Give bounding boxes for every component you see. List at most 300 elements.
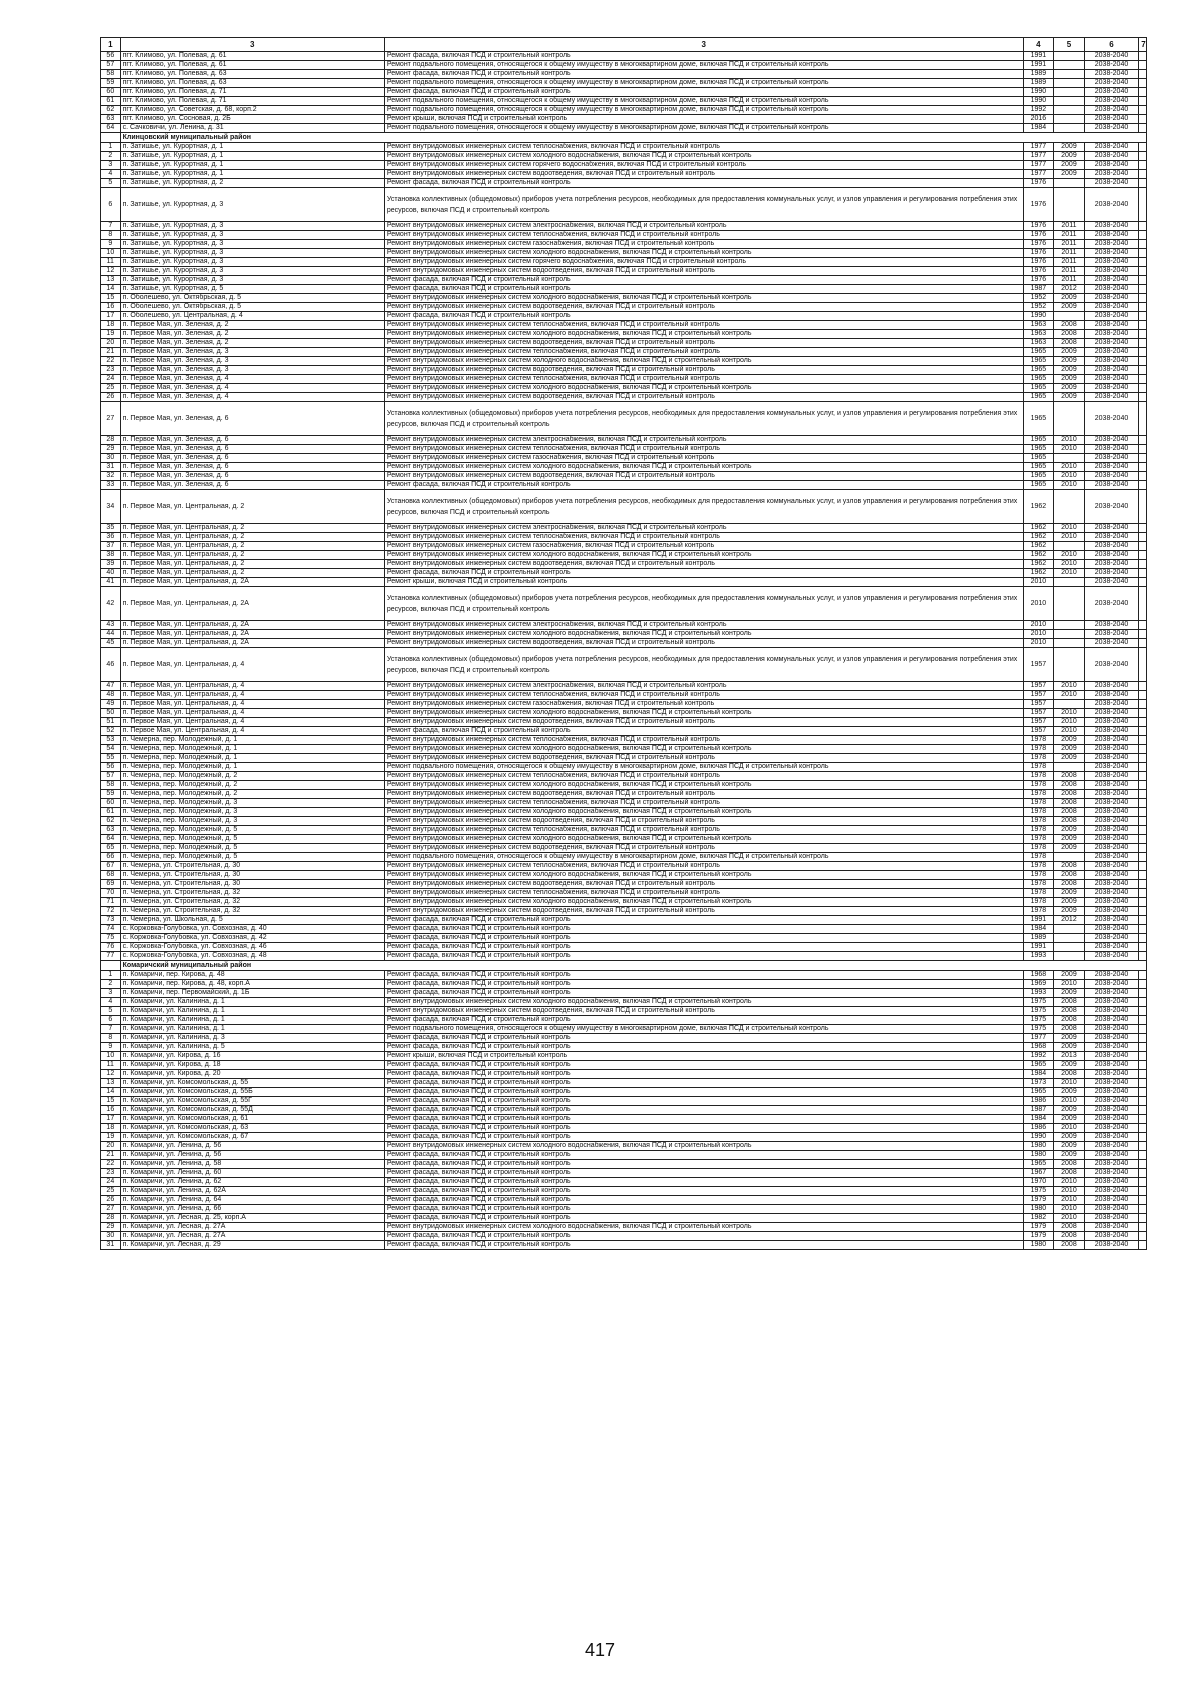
table-row: [101, 258, 1147, 267]
cell-work-type: Ремонт фасада, включая ПСД и строительный контроль: [384, 312, 1023, 321]
cell-address: п. Затишье, ул. Курортная, д. 3: [120, 240, 384, 249]
table-row: [101, 1025, 1147, 1034]
cell-empty: [1139, 1061, 1147, 1070]
cell-number: 67: [101, 862, 121, 871]
cell-year-last-repair: 2009: [1054, 294, 1085, 303]
table-row: [101, 754, 1147, 763]
cell-year-last-repair: 2008: [1054, 817, 1085, 826]
cell-planned-period: 2038-2040: [1084, 258, 1139, 267]
cell-planned-period: 2038-2040: [1084, 989, 1139, 998]
cell-work-type: Ремонт внутридомовых инженерных систем газоснабжения, включая ПСД и строительный контроль: [384, 700, 1023, 709]
cell-planned-period: 2038-2040: [1084, 249, 1139, 258]
cell-planned-period: 2038-2040: [1084, 472, 1139, 481]
cell-address: п. Первое Мая, ул. Зеленая, д. 3: [120, 357, 384, 366]
cell-year-last-repair: 2011: [1054, 276, 1085, 285]
cell-year-last-repair: 2010: [1054, 727, 1085, 736]
cell-number: 34: [101, 490, 121, 524]
cell-planned-period: 2038-2040: [1084, 1007, 1139, 1016]
cell-year-last-repair: [1054, 934, 1085, 943]
cell-empty: [1139, 348, 1147, 357]
cell-number: 20: [101, 339, 121, 348]
cell-year-last-repair: 2009: [1054, 1088, 1085, 1097]
table-row: [101, 375, 1147, 384]
cell-year-built: 1991: [1023, 61, 1054, 70]
cell-year-last-repair: 2010: [1054, 1124, 1085, 1133]
cell-year-built: 1967: [1023, 1169, 1054, 1178]
cell-year-last-repair: 2008: [1054, 1070, 1085, 1079]
cell-empty: [1139, 384, 1147, 393]
cell-empty: [1139, 1241, 1147, 1250]
cell-address: п. Комаричи, ул. Ленина, д. 60: [120, 1169, 384, 1178]
cell-work-type: Ремонт внутридомовых инженерных систем электроснабжения, включая ПСД и строительный контроль: [384, 524, 1023, 533]
cell-number: 45: [101, 639, 121, 648]
cell-planned-period: 2038-2040: [1084, 79, 1139, 88]
cell-year-built: 1978: [1023, 736, 1054, 745]
cell-planned-period: 2038-2040: [1084, 934, 1139, 943]
cell-empty: [1139, 1088, 1147, 1097]
cell-address: п. Первое Мая, ул. Зеленая, д. 4: [120, 393, 384, 402]
column-header: 5: [1054, 38, 1085, 52]
cell-year-last-repair: 2011: [1054, 222, 1085, 231]
cell-address: п. Первое Мая, ул. Центральная, д. 2: [120, 569, 384, 578]
cell-planned-period: 2038-2040: [1084, 61, 1139, 70]
cell-empty: [1139, 276, 1147, 285]
cell-address: п. Комаричи, ул. Комсомольская, д. 67: [120, 1133, 384, 1142]
column-header: 7: [1139, 38, 1147, 52]
cell-year-built: 1957: [1023, 709, 1054, 718]
table-row: [101, 980, 1147, 989]
cell-year-last-repair: [1054, 188, 1085, 222]
cell-address: с. Коржовка-Голубовка, ул. Совхозная, д. 42: [120, 934, 384, 943]
cell-number: 63: [101, 826, 121, 835]
cell-planned-period: 2038-2040: [1084, 1214, 1139, 1223]
cell-address: п. Комаричи, ул. Лесная, д. 25, корп.А: [120, 1214, 384, 1223]
table-row: [101, 808, 1147, 817]
cell-empty: [1139, 1223, 1147, 1232]
cell-planned-period: 2038-2040: [1084, 862, 1139, 871]
cell-year-last-repair: [1054, 115, 1085, 124]
cell-address: п. Первое Мая, ул. Центральная, д. 2: [120, 542, 384, 551]
cell-empty: [1139, 1034, 1147, 1043]
cell-number: 46: [101, 648, 121, 682]
cell-year-built: 1976: [1023, 240, 1054, 249]
cell-planned-period: 2038-2040: [1084, 124, 1139, 133]
table-row: [101, 445, 1147, 454]
table-row: [101, 321, 1147, 330]
cell-work-type: Ремонт фасада, включая ПСД и строительный контроль: [384, 1034, 1023, 1043]
cell-planned-period: 2038-2040: [1084, 240, 1139, 249]
cell-empty: [1139, 727, 1147, 736]
cell-year-built: 1980: [1023, 1151, 1054, 1160]
cell-year-built: 1978: [1023, 853, 1054, 862]
cell-planned-period: 2038-2040: [1084, 826, 1139, 835]
cell-year-last-repair: 2012: [1054, 916, 1085, 925]
cell-number: 68: [101, 871, 121, 880]
cell-planned-period: 2038-2040: [1084, 907, 1139, 916]
cell-year-built: 2016: [1023, 115, 1054, 124]
table-row: [101, 348, 1147, 357]
cell-empty: [1139, 569, 1147, 578]
cell-year-built: 1980: [1023, 1142, 1054, 1151]
table-row: [101, 1241, 1147, 1250]
cell-number: 65: [101, 844, 121, 853]
cell-year-built: 1990: [1023, 312, 1054, 321]
cell-planned-period: 2038-2040: [1084, 1043, 1139, 1052]
cell-year-last-repair: 2010: [1054, 436, 1085, 445]
cell-number: 20: [101, 1142, 121, 1151]
cell-year-last-repair: [1054, 490, 1085, 524]
cell-year-last-repair: 2008: [1054, 1223, 1085, 1232]
cell-year-last-repair: 2010: [1054, 1205, 1085, 1214]
cell-year-last-repair: 2008: [1054, 330, 1085, 339]
cell-year-built: 2010: [1023, 639, 1054, 648]
table-row: [101, 1016, 1147, 1025]
cell-year-built: 1978: [1023, 898, 1054, 907]
cell-year-built: 1978: [1023, 790, 1054, 799]
cell-number: 8: [101, 1034, 121, 1043]
section-header-row: [101, 961, 1147, 971]
cell-year-built: 1976: [1023, 231, 1054, 240]
cell-address: п. Первое Мая, ул. Центральная, д. 2: [120, 560, 384, 569]
cell-empty: [1139, 691, 1147, 700]
cell-number: 62: [101, 106, 121, 115]
cell-number: 31: [101, 1241, 121, 1250]
cell-planned-period: 2038-2040: [1084, 1223, 1139, 1232]
cell-address: п. Первое Мая, ул. Центральная, д. 2: [120, 551, 384, 560]
cell-number: 16: [101, 1106, 121, 1115]
cell-work-type: Ремонт внутридомовых инженерных систем холодного водоснабжения, включая ПСД и строительный контроль: [384, 745, 1023, 754]
cell-number: 69: [101, 880, 121, 889]
cell-number: 38: [101, 551, 121, 560]
table-row: [101, 560, 1147, 569]
cell-year-last-repair: [1054, 621, 1085, 630]
table-row: [101, 276, 1147, 285]
cell-work-type: Ремонт подвального помещения, относящегося к общему имуществу в многоквартирном доме, включая ПСД и строительный контроль: [384, 124, 1023, 133]
cell-planned-period: 2038-2040: [1084, 799, 1139, 808]
table-row: [101, 481, 1147, 490]
cell-empty: [1139, 294, 1147, 303]
cell-year-last-repair: [1054, 639, 1085, 648]
cell-planned-period: 2038-2040: [1084, 1079, 1139, 1088]
cell-address: п. Чемерна, пер. Молодежный, д. 1: [120, 736, 384, 745]
cell-address: п. Затишье, ул. Курортная, д. 3: [120, 267, 384, 276]
cell-work-type: Ремонт внутридомовых инженерных систем холодного водоснабжения, включая ПСД и строительный контроль: [384, 249, 1023, 258]
cell-work-type: Ремонт внутридомовых инженерных систем горячего водоснабжения, включая ПСД и строительный контроль: [384, 161, 1023, 170]
cell-planned-period: 2038-2040: [1084, 436, 1139, 445]
cell-year-last-repair: [1054, 454, 1085, 463]
table-row: [101, 648, 1147, 682]
cell-empty: [1139, 143, 1147, 152]
cell-work-type: Ремонт фасада, включая ПСД и строительный контроль: [384, 1124, 1023, 1133]
cell-number: 24: [101, 1178, 121, 1187]
cell-year-last-repair: 2009: [1054, 161, 1085, 170]
cell-year-built: 1978: [1023, 862, 1054, 871]
cell-number: 39: [101, 560, 121, 569]
cell-planned-period: 2038-2040: [1084, 1124, 1139, 1133]
cell-planned-period: 2038-2040: [1084, 276, 1139, 285]
cell-address: п. Затишье, ул. Курортная, д. 2: [120, 179, 384, 188]
page-number: 417: [584, 1640, 616, 1660]
cell-planned-period: 2038-2040: [1084, 853, 1139, 862]
table-row: [101, 402, 1147, 436]
cell-work-type: Ремонт внутридомовых инженерных систем теплоснабжения, включая ПСД и строительный контроль: [384, 826, 1023, 835]
cell-work-type: Ремонт внутридомовых инженерных систем холодного водоснабжения, включая ПСД и строительный контроль: [384, 463, 1023, 472]
table-row: [101, 1043, 1147, 1052]
cell-planned-period: 2038-2040: [1084, 393, 1139, 402]
table-row: [101, 152, 1147, 161]
cell-year-built: 1962: [1023, 551, 1054, 560]
cell-address: с. Коржовка-Голубовка, ул. Совхозная, д. 48: [120, 952, 384, 961]
table-row: [101, 844, 1147, 853]
cell-year-last-repair: 2011: [1054, 258, 1085, 267]
cell-number: 2: [101, 152, 121, 161]
cell-work-type: Ремонт фасада, включая ПСД и строительный контроль: [384, 980, 1023, 989]
cell-number: 27: [101, 1205, 121, 1214]
cell-empty: [1139, 772, 1147, 781]
cell-year-last-repair: 2009: [1054, 303, 1085, 312]
cell-number: [101, 133, 121, 143]
cell-number: 18: [101, 321, 121, 330]
table-row: [101, 889, 1147, 898]
table-row: [101, 745, 1147, 754]
cell-year-built: 1984: [1023, 124, 1054, 133]
cell-planned-period: 2038-2040: [1084, 115, 1139, 124]
cell-work-type: Ремонт внутридомовых инженерных систем теплоснабжения, включая ПСД и строительный контроль: [384, 445, 1023, 454]
cell-address: п. Затишье, ул. Курортная, д. 3: [120, 258, 384, 267]
cell-work-type: Ремонт фасада, включая ПСД и строительный контроль: [384, 569, 1023, 578]
cell-work-type: Ремонт внутридомовых инженерных систем водоотведения, включая ПСД и строительный контроль: [384, 880, 1023, 889]
cell-empty: [1139, 808, 1147, 817]
cell-number: 63: [101, 115, 121, 124]
cell-year-built: 1962: [1023, 560, 1054, 569]
cell-number: 19: [101, 1133, 121, 1142]
table-row: [101, 916, 1147, 925]
cell-empty: [1139, 240, 1147, 249]
cell-empty: [1139, 70, 1147, 79]
table-row: [101, 52, 1147, 61]
table-row: [101, 763, 1147, 772]
cell-empty: [1139, 161, 1147, 170]
cell-empty: [1139, 1232, 1147, 1241]
cell-planned-period: 2038-2040: [1084, 727, 1139, 736]
table-row: [101, 998, 1147, 1007]
cell-empty: [1139, 97, 1147, 106]
cell-address: п. Первое Мая, ул. Центральная, д. 2А: [120, 630, 384, 639]
cell-number: 31: [101, 463, 121, 472]
cell-address: п. Первое Мая, ул. Центральная, д. 2А: [120, 639, 384, 648]
cell-planned-period: 2038-2040: [1084, 384, 1139, 393]
cell-empty: [1139, 1151, 1147, 1160]
cell-number: 33: [101, 481, 121, 490]
cell-year-last-repair: 2009: [1054, 826, 1085, 835]
cell-planned-period: 2038-2040: [1084, 357, 1139, 366]
cell-work-type: Ремонт фасада, включая ПСД и строительный контроль: [384, 52, 1023, 61]
cell-number: 21: [101, 348, 121, 357]
cell-work-type: Ремонт внутридомовых инженерных систем водоотведения, включая ПСД и строительный контроль: [384, 472, 1023, 481]
table-row: [101, 1232, 1147, 1241]
cell-address: п. Затишье, ул. Курортная, д. 3: [120, 222, 384, 231]
cell-work-type: Ремонт фасада, включая ПСД и строительный контроль: [384, 727, 1023, 736]
cell-empty: [1139, 258, 1147, 267]
table-row: [101, 240, 1147, 249]
cell-empty: [1139, 1196, 1147, 1205]
cell-work-type: Ремонт внутридомовых инженерных систем теплоснабжения, включая ПСД и строительный контроль: [384, 321, 1023, 330]
cell-number: 56: [101, 52, 121, 61]
cell-address: п. Затишье, ул. Курортная, д. 1: [120, 143, 384, 152]
cell-planned-period: 2038-2040: [1084, 943, 1139, 952]
cell-address: п. Комаричи, пер. Кирова, д. 48, корп.А: [120, 980, 384, 989]
cell-year-built: 1989: [1023, 70, 1054, 79]
cell-year-last-repair: [1054, 106, 1085, 115]
cell-empty: [1139, 402, 1147, 436]
cell-planned-period: 2038-2040: [1084, 1196, 1139, 1205]
table-row: [101, 1196, 1147, 1205]
cell-year-built: 1965: [1023, 1160, 1054, 1169]
table-row: [101, 790, 1147, 799]
cell-number: 61: [101, 97, 121, 106]
cell-address: п. Первое Мая, ул. Центральная, д. 2А: [120, 578, 384, 587]
cell-work-type: Ремонт внутридомовых инженерных систем горячего водоснабжения, включая ПСД и строительный контроль: [384, 258, 1023, 267]
cell-year-last-repair: 2009: [1054, 357, 1085, 366]
cell-number: 44: [101, 630, 121, 639]
cell-address: п. Первое Мая, ул. Центральная, д. 4: [120, 648, 384, 682]
cell-address: п. Комаричи, ул. Ленина, д. 62А: [120, 1187, 384, 1196]
cell-work-type: Ремонт фасада, включая ПСД и строительный контроль: [384, 1241, 1023, 1250]
cell-empty: [1139, 862, 1147, 871]
cell-work-type: Ремонт внутридомовых инженерных систем холодного водоснабжения, включая ПСД и строительный контроль: [384, 808, 1023, 817]
cell-year-last-repair: 2009: [1054, 835, 1085, 844]
cell-year-last-repair: 2010: [1054, 1214, 1085, 1223]
cell-year-built: 1992: [1023, 106, 1054, 115]
cell-year-built: 1952: [1023, 303, 1054, 312]
cell-address: п. Чемерна, ул. Строительная, д. 30: [120, 871, 384, 880]
cell-empty: [1139, 303, 1147, 312]
cell-year-last-repair: [1054, 578, 1085, 587]
cell-number: 66: [101, 853, 121, 862]
cell-number: 22: [101, 357, 121, 366]
cell-work-type: Ремонт внутридомовых инженерных систем холодного водоснабжения, включая ПСД и строительный контроль: [384, 871, 1023, 880]
cell-empty: [1139, 88, 1147, 97]
cell-work-type: Ремонт внутридомовых инженерных систем теплоснабжения, включая ПСД и строительный контроль: [384, 736, 1023, 745]
cell-year-last-repair: 2010: [1054, 560, 1085, 569]
cell-planned-period: 2038-2040: [1084, 152, 1139, 161]
table-row: [101, 639, 1147, 648]
cell-planned-period: 2038-2040: [1084, 790, 1139, 799]
cell-work-type: Ремонт подвального помещения, относящегося к общему имуществу в многоквартирном доме, включая ПСД и строительный контроль: [384, 79, 1023, 88]
cell-work-type: Ремонт внутридомовых инженерных систем теплоснабжения, включая ПСД и строительный контроль: [384, 375, 1023, 384]
cell-work-type: Ремонт фасада, включая ПСД и строительный контроль: [384, 1169, 1023, 1178]
table-row: [101, 772, 1147, 781]
cell-empty: [1139, 1205, 1147, 1214]
cell-empty: [1139, 267, 1147, 276]
cell-year-built: 1962: [1023, 524, 1054, 533]
cell-planned-period: 2038-2040: [1084, 1187, 1139, 1196]
cell-year-last-repair: 2008: [1054, 339, 1085, 348]
cell-work-type: Ремонт внутридомовых инженерных систем водоотведения, включая ПСД и строительный контроль: [384, 817, 1023, 826]
cell-work-type: Ремонт подвального помещения, относящегося к общему имуществу в многоквартирном доме, включая ПСД и строительный контроль: [384, 61, 1023, 70]
cell-planned-period: 2038-2040: [1084, 97, 1139, 106]
cell-year-built: 1975: [1023, 1016, 1054, 1025]
cell-number: 64: [101, 124, 121, 133]
cell-work-type: Ремонт фасада, включая ПСД и строительный контроль: [384, 1079, 1023, 1088]
cell-number: 76: [101, 943, 121, 952]
cell-year-built: 1978: [1023, 880, 1054, 889]
cell-empty: [1139, 781, 1147, 790]
cell-work-type: Ремонт фасада, включая ПСД и строительный контроль: [384, 1151, 1023, 1160]
cell-empty: [1139, 844, 1147, 853]
cell-year-built: 1980: [1023, 1205, 1054, 1214]
cell-year-built: 2010: [1023, 621, 1054, 630]
cell-work-type: Ремонт внутридомовых инженерных систем теплоснабжения, включая ПСД и строительный контроль: [384, 231, 1023, 240]
table-row: [101, 826, 1147, 835]
cell-planned-period: 2038-2040: [1084, 880, 1139, 889]
cell-address: п. Чемерна, пер. Молодежный, д. 3: [120, 808, 384, 817]
cell-work-type: Ремонт внутридомовых инженерных систем холодного водоснабжения, включая ПСД и строительный контроль: [384, 1223, 1023, 1232]
cell-planned-period: 2038-2040: [1084, 772, 1139, 781]
cell-work-type: Ремонт внутридомовых инженерных систем водоотведения, включая ПСД и строительный контроль: [384, 754, 1023, 763]
cell-empty: [1139, 436, 1147, 445]
table-header-row: [101, 38, 1147, 52]
cell-empty: [1139, 648, 1147, 682]
cell-empty: [1139, 393, 1147, 402]
cell-work-type: Ремонт крыши, включая ПСД и строительный контроль: [384, 1052, 1023, 1061]
cell-year-built: 1976: [1023, 276, 1054, 285]
cell-number: 59: [101, 790, 121, 799]
cell-address: п. Комаричи, ул. Ленина, д. 56: [120, 1151, 384, 1160]
cell-work-type: Ремонт внутридомовых инженерных систем холодного водоснабжения, включая ПСД и строительный контроль: [384, 781, 1023, 790]
section-header-row: [101, 133, 1147, 143]
cell-year-built: 1965: [1023, 463, 1054, 472]
cell-year-last-repair: 2010: [1054, 1196, 1085, 1205]
cell-year-built: 1976: [1023, 267, 1054, 276]
cell-empty: [1139, 799, 1147, 808]
cell-number: 32: [101, 472, 121, 481]
cell-planned-period: 2038-2040: [1084, 542, 1139, 551]
cell-work-type: Ремонт фасада, включая ПСД и строительный контроль: [384, 1214, 1023, 1223]
cell-address: п. Комаричи, ул. Калинина, д. 1: [120, 1007, 384, 1016]
cell-empty: [1139, 925, 1147, 934]
cell-empty: [1139, 1178, 1147, 1187]
cell-year-last-repair: 2009: [1054, 844, 1085, 853]
cell-planned-period: 2038-2040: [1084, 835, 1139, 844]
cell-planned-period: 2038-2040: [1084, 682, 1139, 691]
cell-number: 73: [101, 916, 121, 925]
cell-planned-period: 2038-2040: [1084, 348, 1139, 357]
cell-year-built: 1965: [1023, 1061, 1054, 1070]
cell-number: 28: [101, 1214, 121, 1223]
cell-empty: [1139, 817, 1147, 826]
cell-work-type: Ремонт фасада, включая ПСД и строительный контроль: [384, 285, 1023, 294]
cell-year-last-repair: 2009: [1054, 1034, 1085, 1043]
cell-empty: [1139, 152, 1147, 161]
cell-empty: [1139, 1097, 1147, 1106]
cell-planned-period: 2038-2040: [1084, 1151, 1139, 1160]
cell-planned-period: 2038-2040: [1084, 402, 1139, 436]
cell-work-type: Ремонт фасада, включая ПСД и строительный контроль: [384, 1133, 1023, 1142]
table-row: [101, 943, 1147, 952]
cell-year-last-repair: 2008: [1054, 998, 1085, 1007]
cell-number: 11: [101, 258, 121, 267]
cell-planned-period: 2038-2040: [1084, 231, 1139, 240]
cell-planned-period: 2038-2040: [1084, 294, 1139, 303]
table-row: [101, 1178, 1147, 1187]
cell-address: п. Первое Мая, ул. Зеленая, д. 3: [120, 366, 384, 375]
cell-planned-period: 2038-2040: [1084, 889, 1139, 898]
cell-address: п. Первое Мая, ул. Центральная, д. 4: [120, 700, 384, 709]
cell-address: п. Первое Мая, ул. Центральная, д. 2: [120, 524, 384, 533]
cell-address: пгт. Климово, ул. Полевая, д. 61: [120, 61, 384, 70]
cell-address: пгт. Климово, ул. Сосновая, д. 2Б: [120, 115, 384, 124]
